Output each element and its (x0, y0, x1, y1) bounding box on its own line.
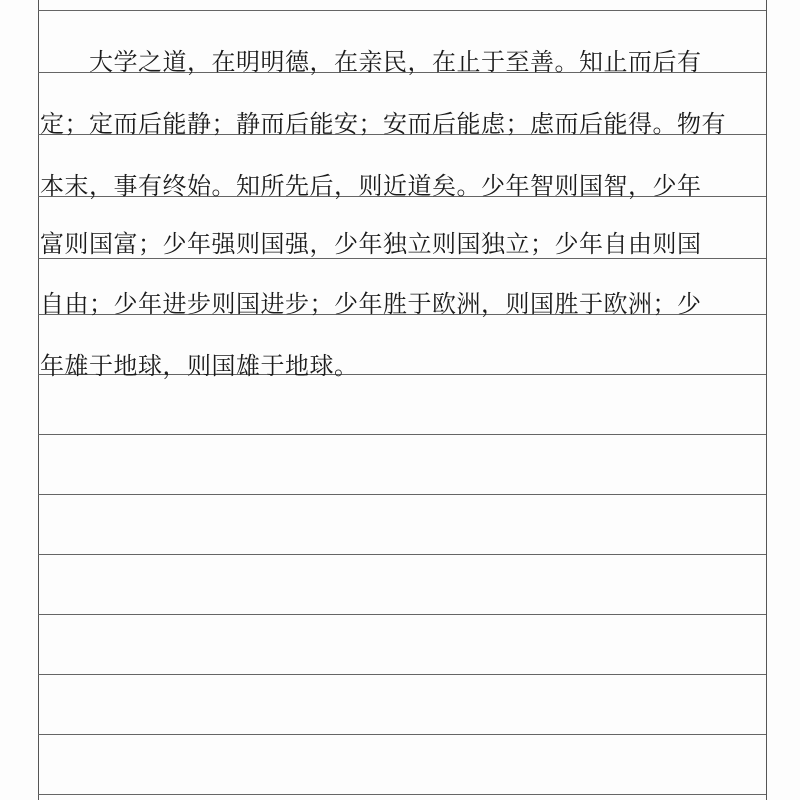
text-line-1: 大学之道，在明明德，在亲民，在止于至善。知止而后有 (40, 48, 702, 76)
text-line-5: 自由；少年进步则国进步；少年胜于欧洲，则国胜于欧洲；少 (40, 290, 702, 318)
ruled-line (38, 554, 767, 555)
ruled-line (38, 734, 767, 735)
text-line-4: 富则国富；少年强则国强，少年独立则国独立；少年自由则国 (40, 230, 702, 258)
ruled-line (38, 794, 767, 795)
ruled-line (38, 674, 767, 675)
text-line-6: 年雄于地球，则国雄于地球。 (40, 352, 359, 380)
text-line-2: 定；定而后能静；静而后能安；安而后能虑；虑而后能得。物有 (40, 110, 726, 138)
ruled-line (38, 10, 767, 11)
ruled-line (38, 494, 767, 495)
ruled-line (38, 434, 767, 435)
text-line-3: 本末，事有终始。知所先后，则近道矣。少年智则国智，少年 (40, 172, 702, 200)
ruled-line (38, 614, 767, 615)
